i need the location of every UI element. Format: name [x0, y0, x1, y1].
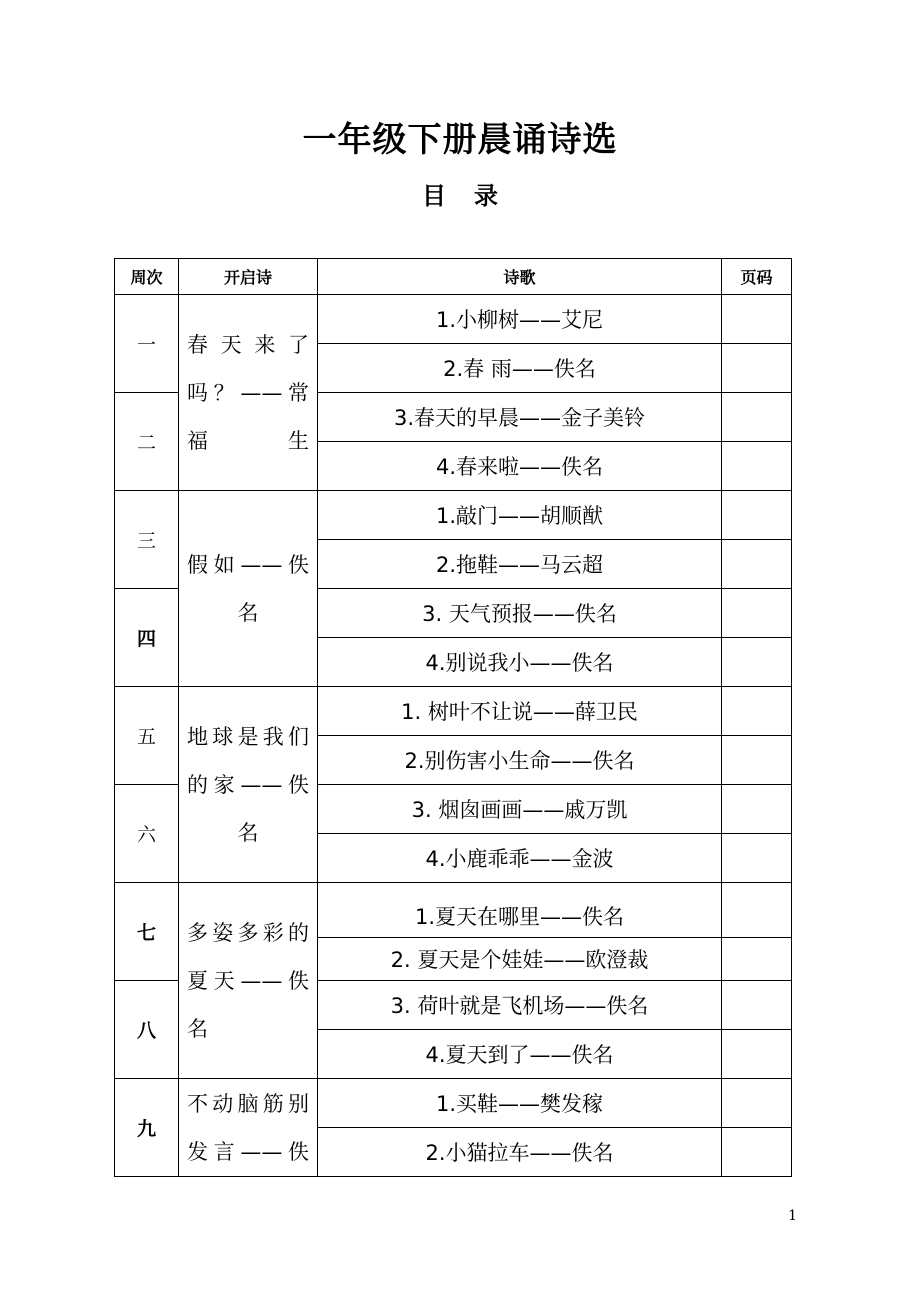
- poem-cell: 2.小猫拉车——佚名: [318, 1128, 722, 1177]
- table-header-row: [115, 259, 792, 295]
- page-cell: [722, 589, 792, 638]
- page-cell: [722, 638, 792, 687]
- opener-line: 多姿多彩的: [187, 920, 309, 945]
- opener-line: 吗？——常: [187, 380, 309, 405]
- header-page: 页码: [722, 259, 792, 295]
- page-cell: [722, 442, 792, 491]
- week-cell: 八: [115, 981, 179, 1079]
- page-cell: [722, 736, 792, 785]
- poem-cell: 1.小柳树——艾尼: [318, 295, 722, 344]
- poem-cell: 4.夏天到了——佚名: [318, 1030, 722, 1079]
- table-row: [115, 491, 792, 540]
- page-cell: [722, 1030, 792, 1079]
- toc-heading: 目录: [422, 182, 526, 210]
- table-row: [115, 883, 792, 938]
- week-cell: 一: [115, 295, 179, 393]
- header-poem: 诗歌: [318, 259, 722, 295]
- week-cell: 三: [115, 491, 179, 589]
- opener-line: 名: [237, 820, 259, 845]
- toc-table: [114, 258, 792, 1177]
- poem-cell: 1.敲门——胡顺猷: [318, 491, 722, 540]
- poem-cell: 1.买鞋——樊发稼: [318, 1079, 722, 1128]
- page-cell: [722, 1128, 792, 1177]
- opener-cell: [179, 1079, 318, 1177]
- page-cell: [722, 491, 792, 540]
- page-cell: [722, 1079, 792, 1128]
- poem-cell: 4.春来啦——佚名: [318, 442, 722, 491]
- opener-cell: [179, 295, 318, 491]
- week-cell: 七: [115, 883, 179, 981]
- poem-cell: 3. 烟囱画画——戚万凯: [318, 785, 722, 834]
- week-cell: 四: [115, 589, 179, 687]
- week-cell: 六: [115, 785, 179, 883]
- opener-cell: [179, 687, 318, 883]
- opener-line: 名: [187, 1016, 208, 1041]
- opener-line: 名: [237, 600, 259, 625]
- week-cell: 九: [115, 1079, 179, 1177]
- week-cell: 二: [115, 393, 179, 491]
- opener-line: 发言——佚: [187, 1139, 309, 1164]
- page-cell: [722, 393, 792, 442]
- poem-cell: 3.春天的早晨——金子美铃: [318, 393, 722, 442]
- page-cell: [722, 981, 792, 1030]
- page-number: 1: [788, 1208, 797, 1224]
- header-opener: 开启诗: [179, 259, 318, 295]
- opener-line: 不动脑筋别: [187, 1091, 309, 1116]
- opener-cell: [179, 491, 318, 687]
- opener-line: 夏天——佚: [187, 968, 309, 993]
- poem-cell: 2.春 雨——佚名: [318, 344, 722, 393]
- opener-cell: [179, 883, 318, 1079]
- opener-line: 假如——佚: [187, 552, 309, 577]
- poem-cell: 4.别说我小——佚名: [318, 638, 722, 687]
- poem-cell: 2. 夏天是个娃娃——欧澄裁: [318, 938, 722, 981]
- page-cell: [722, 785, 792, 834]
- header-week: 周次: [115, 259, 179, 295]
- page-cell: [722, 883, 792, 938]
- poem-cell: 4.小鹿乖乖——金波: [318, 834, 722, 883]
- poem-cell: 3. 荷叶就是飞机场——佚名: [318, 981, 722, 1030]
- opener-line: 春天来了: [187, 332, 309, 357]
- page-cell: [722, 687, 792, 736]
- poem-cell: 3. 天气预报——佚名: [318, 589, 722, 638]
- page-cell: [722, 540, 792, 589]
- page-title: 一年级下册晨诵诗选: [302, 120, 618, 160]
- page-cell: [722, 938, 792, 981]
- week-cell: 五: [115, 687, 179, 785]
- table-row: [115, 687, 792, 736]
- poem-cell: 2.别伤害小生命——佚名: [318, 736, 722, 785]
- opener-line: 的家——佚: [187, 772, 309, 797]
- page-cell: [722, 295, 792, 344]
- poem-cell: 1.夏天在哪里——佚名: [318, 883, 722, 938]
- opener-line: 地球是我们: [187, 724, 309, 749]
- opener-line: 福生: [187, 428, 309, 453]
- table-row: [115, 295, 792, 344]
- page-cell: [722, 834, 792, 883]
- poem-cell: 1. 树叶不让说——薛卫民: [318, 687, 722, 736]
- page-cell: [722, 344, 792, 393]
- poem-cell: 2.拖鞋——马云超: [318, 540, 722, 589]
- table-row: [115, 1079, 792, 1128]
